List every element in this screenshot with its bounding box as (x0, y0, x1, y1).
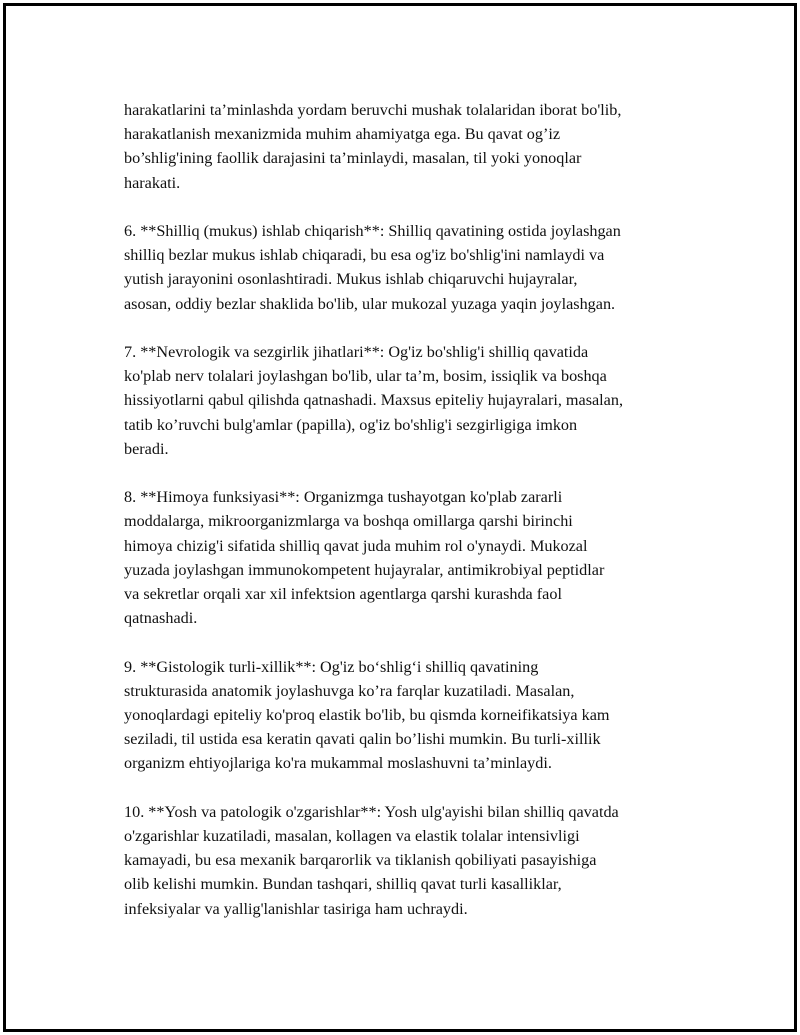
paragraph-histological-diversity: 9. **Gistologik turli-xillik**: Og'iz bo‘shlig‘i shilliq qavatining strukturasida anatomik joylashuvga ko’ra farqlar kuzatiladi. Masalan, yonoqlardagi epiteliy ko'proq elastik bo'lib, bu qismda korneifikatsiya kam seziladi, til ustida esa keratin qavati qalin bo’lishi mumkin. Bu turli-xillik organizm ehtiyojlariga ko'ra mukammal moslashuvni ta’minlaydi. (124, 657, 610, 773)
paragraph-continuation: harakatlarini ta’minlashda yordam beruvchi mushak tolalaridan iborat bo'lib, harakatlanish mexanizmida muhim ahamiyatga ega. Bu qavat og’iz bo’shlig'ining faollik darajasini ta’minlaydi, masalan, til yoki yonoqlar harakati. (124, 101, 622, 192)
paragraph-mucus-production: 6. **Shilliq (mukus) ishlab chiqarish**: Shilliq qavatining ostida joylashgan shilliq bezlar mukus ishlab chiqaradi, bu esa og'iz bo'shlig'ini namlaydi va yutish jarayonini osonlashtiradi. Mukus ishlab chiqaruvchi hujayralar, asosan, oddiy bezlar shaklida bo'lib, ular mukozal yuzaga yaqin joylashgan. (124, 222, 621, 313)
paragraph-age-pathological-changes: 10. **Yosh va patologik o'zgarishlar**: Yosh ulg'ayishi bilan shilliq qavatda o'zgarishlar kuzatiladi, masalan, kollagen va elastik tolalar intensivligi kamayadi, bu esa mexanik barqarorlik va tiklanish qobiliyati pasayishiga olib kelishi mumkin. Bundan tashqari, shilliq qavat turli kasalliklar, infeksiyalar va yallig'lanishlar tasiriga ham uchraydi. (124, 802, 619, 918)
paragraph-neurological-sensitivity: 7. **Nevrologik va sezgirlik jihatlari**: Og'iz bo'shlig'i shilliq qavatida ko'plab nerv tolalari joylashgan bo'lib, ular ta’m, bosim, issiqlik va boshqa hissiyotlarni qabul qilishda qatnashadi. Maxsus epiteliy hujayralari, masalan, tatib ko’ruvchi bulg'amlar (papilla), og'iz bo'shlig'i sezgirligiga imkon beradi. (124, 343, 624, 458)
page-frame (3, 3, 797, 1032)
paragraph-protective-function: 8. **Himoya funksiyasi**: Organizmga tushayotgan ko'plab zararli moddalarga, mikroorganizmlarga va boshqa omillarga qarshi birinchi himoya chizig'i sifatida shilliq qavat juda muhim rol o'ynaydi. Mukozal yuzada joylashgan immunokompetent hujayralar, antimikrobiyal peptidlar va sekretlar orqali xar xil infektsion agentlarga qarshi kurashda faol qatnashadi. (124, 488, 605, 628)
page-content (124, 98, 704, 945)
